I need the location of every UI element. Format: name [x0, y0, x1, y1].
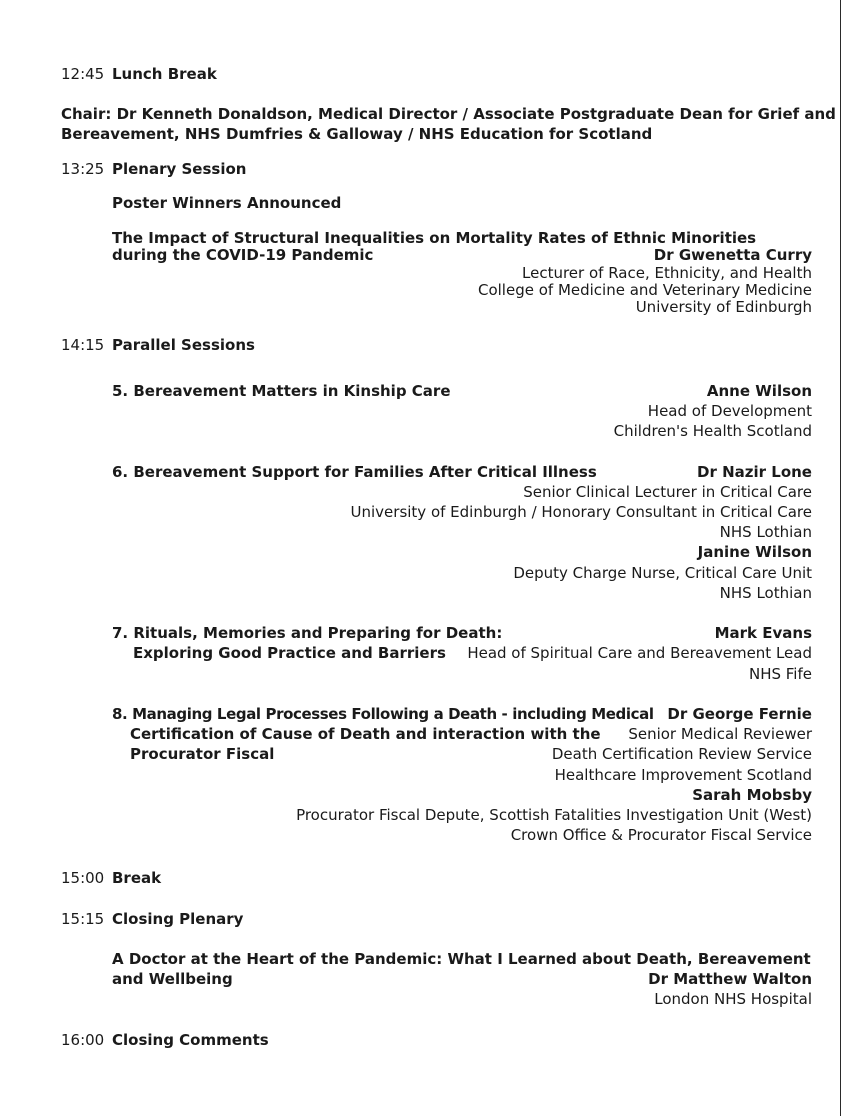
comments-label: Closing Comments [112, 1031, 269, 1049]
session-6-speaker-2: Janine Wilson [697, 543, 812, 561]
session-8-affil-3: Healthcare Improvement Scotland [554, 766, 812, 784]
session-8-affil-5: Crown Office & Procurator Fiscal Service [510, 826, 812, 844]
plenary-talk-title-2: during the COVID-19 Pandemic [112, 246, 374, 264]
page-right-edge [840, 0, 841, 1116]
break-label: Break [112, 869, 162, 887]
session-8-title-3: Procurator Fiscal [130, 745, 275, 763]
session-7-speaker: Mark Evans [714, 624, 812, 642]
session-8-title-1: 8. Managing Legal Processes Following a Death - including Medical [112, 705, 654, 723]
poster-winners: Poster Winners Announced [112, 194, 342, 212]
session-6-affil-2: University of Edinburgh / Honorary Consultant in Critical Care [350, 503, 812, 521]
lunch-label: Lunch Break [112, 65, 217, 83]
plenary-speaker: Dr Gwenetta Curry [653, 246, 812, 264]
time-closing: 15:15 [61, 910, 105, 928]
session-8-speaker-1: Dr George Fernie [667, 705, 812, 723]
closing-talk-title-2: and Wellbeing [112, 970, 233, 988]
closing-talk-title-1: A Doctor at the Heart of the Pandemic: What I Learned about Death, Bereavement [112, 950, 811, 968]
plenary-talk-title-1: The Impact of Structural Inequalities on Mortality Rates of Ethnic Minorities [112, 229, 757, 247]
time-plenary: 13:25 [61, 160, 105, 178]
session-6-speaker-1: Dr Nazir Lone [697, 463, 812, 481]
session-8-title-2: Certification of Cause of Death and interaction with the [130, 725, 601, 743]
time-lunch: 12:45 [61, 65, 105, 83]
closing-label: Closing Plenary [112, 910, 244, 928]
closing-affil-1: London NHS Hospital [654, 990, 812, 1008]
session-8-speaker-2: Sarah Mobsby [692, 786, 812, 804]
session-5-title: 5. Bereavement Matters in Kinship Care [112, 382, 451, 400]
parallel-label: Parallel Sessions [112, 336, 255, 354]
session-5-speaker: Anne Wilson [706, 382, 812, 400]
session-8-affil-2: Death Certification Review Service [551, 745, 812, 763]
session-7-title-1: 7. Rituals, Memories and Preparing for Death: [112, 624, 503, 642]
chair-line-2: Bereavement, NHS Dumfries & Galloway / NHS Education for Scotland [61, 125, 653, 143]
session-6-affil-1: Senior Clinical Lecturer in Critical Care [523, 483, 812, 501]
time-comments: 16:00 [61, 1031, 105, 1049]
plenary-label: Plenary Session [112, 160, 247, 178]
session-7-title-2: Exploring Good Practice and Barriers [133, 644, 446, 662]
plenary-affil-1: Lecturer of Race, Ethnicity, and Health [522, 264, 812, 282]
chair-line-1: Chair: Dr Kenneth Donaldson, Medical Director / Associate Postgraduate Dean for Grief and [61, 105, 836, 123]
time-parallel: 14:15 [61, 336, 105, 354]
session-6-affil-3: NHS Lothian [719, 523, 812, 541]
time-break: 15:00 [61, 869, 105, 887]
session-6-affil-4: Deputy Charge Nurse, Critical Care Unit [513, 564, 812, 582]
session-8-affil-1: Senior Medical Reviewer [628, 725, 812, 743]
session-6-title: 6. Bereavement Support for Families After Critical Illness [112, 463, 597, 481]
session-7-affil-1: Head of Spiritual Care and Bereavement Lead [467, 644, 812, 662]
session-7-affil-2: NHS Fife [748, 665, 812, 683]
session-5-affil-2: Children's Health Scotland [613, 422, 812, 440]
session-5-affil-1: Head of Development [647, 402, 812, 420]
plenary-affil-2: College of Medicine and Veterinary Medicine [477, 281, 812, 299]
session-6-affil-5: NHS Lothian [719, 584, 812, 602]
plenary-affil-3: University of Edinburgh [635, 298, 812, 316]
closing-speaker: Dr Matthew Walton [648, 970, 812, 988]
session-8-affil-4: Procurator Fiscal Depute, Scottish Fatalities Investigation Unit (West) [296, 806, 812, 824]
